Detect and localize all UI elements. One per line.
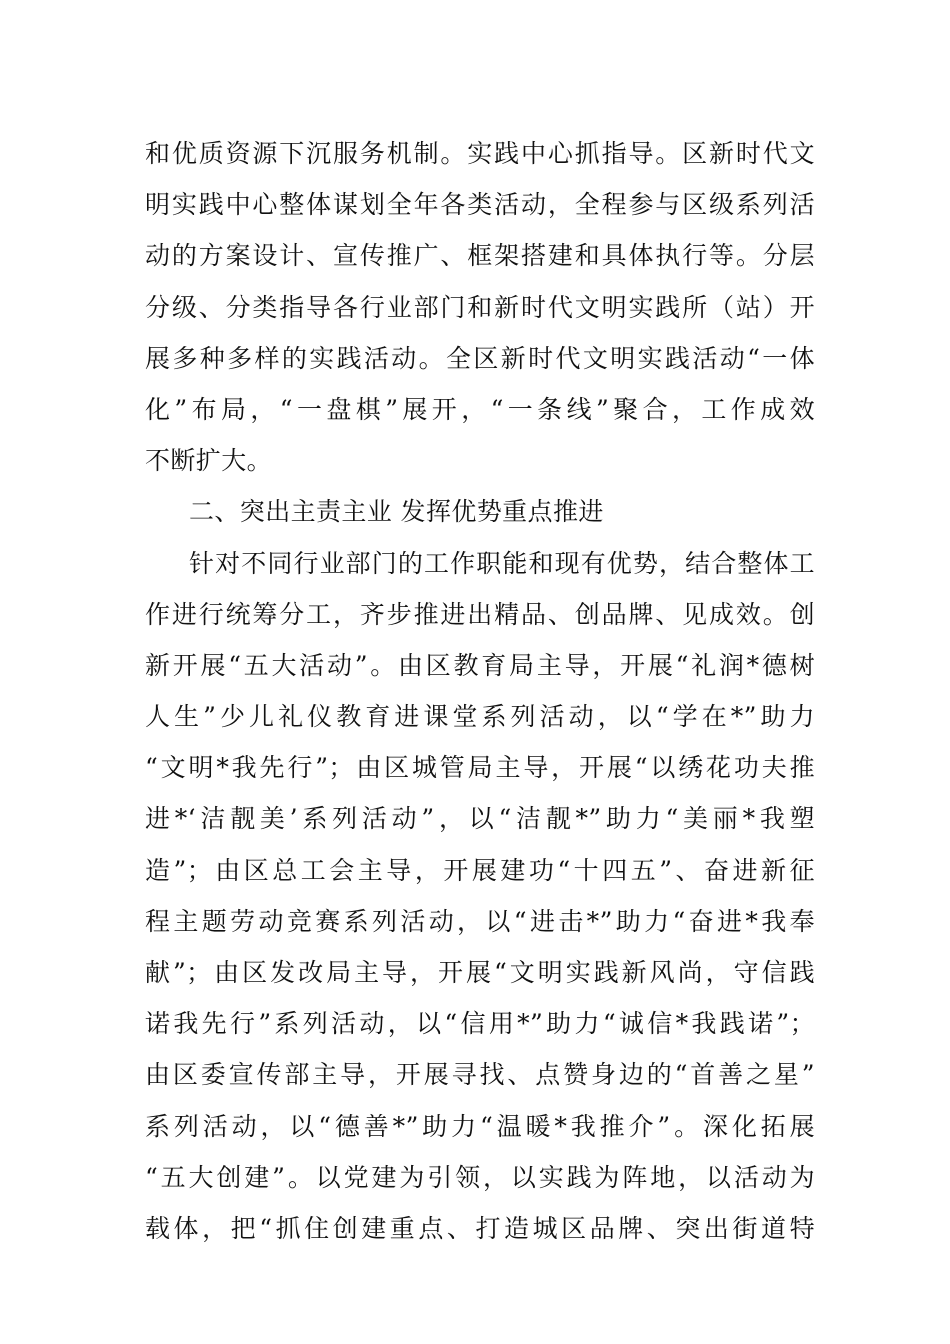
text-line: 作进行统筹分工，齐步推进出精品、创品牌、见成效。创 — [145, 599, 815, 629]
document-body — [145, 128, 815, 1254]
text-line: 造”；由区总工会主导，开展建功“十四五”、奋进新征 — [145, 855, 815, 885]
text-line: 不断扩大。 — [145, 446, 273, 476]
text-line: 明实践中心整体谋划全年各类活动，全程参与区级系列活 — [145, 190, 815, 220]
text-line: 诺我先行”系列活动，以“信用*”助力“诚信*我践诺”； — [145, 1009, 815, 1039]
text-line: 新开展“五大活动”。由区教育局主导，开展“礼润*德树 — [145, 650, 815, 680]
section-heading: 二、突出主责主业 发挥优势重点推进 — [189, 497, 604, 527]
text-line: 载体，把“抓住创建重点、打造城区品牌、突出街道特 — [145, 1213, 815, 1243]
text-line: 程主题劳动竞赛系列活动，以“进击*”助力“奋进*我奉 — [145, 906, 815, 936]
text-line: 针对不同行业部门的工作职能和现有优势，结合整体工 — [189, 548, 815, 578]
text-line: 和优质资源下沉服务机制。实践中心抓指导。区新时代文 — [145, 139, 815, 168]
text-line: 分级、分类指导各行业部门和新时代文明实践所（站）开 — [145, 292, 815, 322]
text-line: “五大创建”。以党建为引领，以实践为阵地，以活动为 — [145, 1162, 815, 1192]
text-line: 动的方案设计、宣传推广、框架搭建和具体执行等。分层 — [145, 241, 815, 271]
text-line: 人生”少儿礼仪教育进课堂系列活动，以“学在*”助力 — [145, 702, 815, 732]
text-line: 展多种多样的实践活动。全区新时代文明实践活动“一体 — [145, 343, 815, 373]
text-line: 献”；由区发改局主导，开展“文明实践新风尚，守信践 — [145, 958, 815, 987]
text-line: 系列活动，以“德善*”助力“温暖*我推介”。深化拓展 — [145, 1111, 815, 1141]
text-line: 化”布局，“一盘棋”展开，“一条线”聚合，工作成效 — [145, 394, 815, 424]
text-line: 由区委宣传部主导，开展寻找、点赞身边的“首善之星” — [145, 1060, 815, 1090]
text-line: 进*‘洁靓美’系列活动”，以“洁靓*”助力“美丽*我塑 — [145, 804, 815, 834]
text-line: “文明*我先行”；由区城管局主导，开展“以绣花功夫推 — [145, 753, 815, 783]
